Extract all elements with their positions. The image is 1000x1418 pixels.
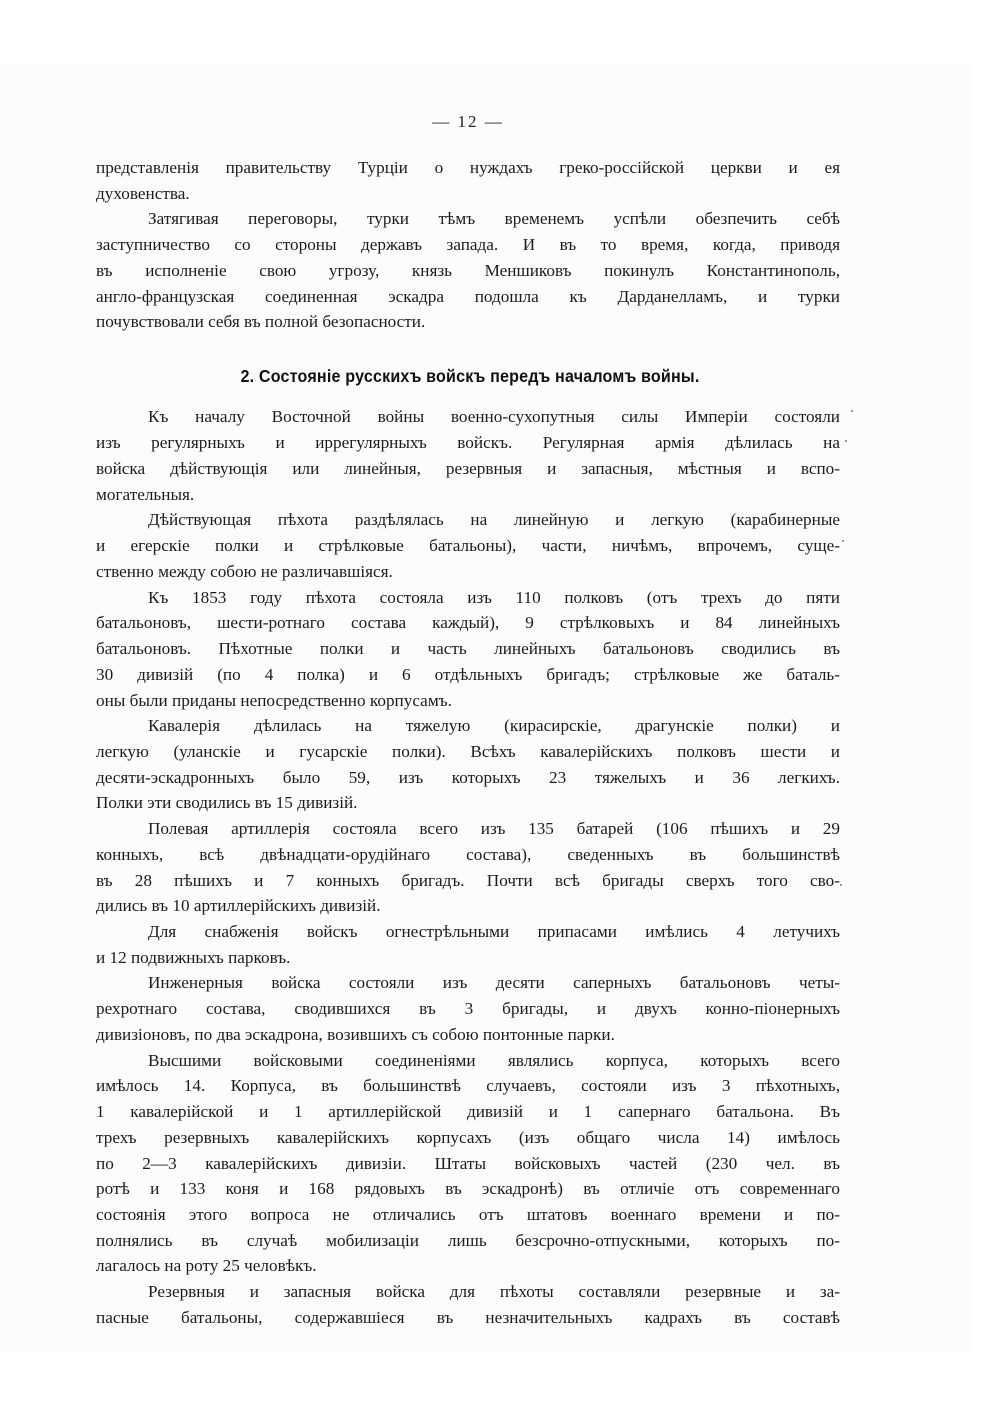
text-line: конныхъ, всѣ двѣнадцати-орудійнаго состава), сведенныхъ въ большинствѣ [96,845,840,864]
text-line: по 2—3 кавалерійскихъ дивизіи. Штаты войсковыхъ частей (230 чел. въ [96,1154,840,1173]
text-line: Кавалерія дѣлилась на тяжелую (кирасирскіе, драгунскіе полки) и [148,716,840,735]
text-line: оны были приданы непосредственно корпусамъ. [96,691,452,710]
text-line: Полевая артиллерія состояла всего изъ 135 батарей (106 пѣшихъ и 29 [148,819,840,838]
text-line: Къ 1853 году пѣхота состояла изъ 110 полковъ (отъ трехъ до пяти [148,588,840,607]
text-line: батальоновъ, шести-ротнаго состава каждый), 9 стрѣлковыхъ и 84 линейныхъ [96,613,840,632]
text-line: въ 28 пѣшихъ и 7 конныхъ бригадъ. Почти всѣ бригады сверхъ того сво- [96,871,840,890]
text-line: Затягивая переговоры, турки тѣмъ временемъ успѣли обезпечить себѣ [148,209,840,228]
text-line: Къ началу Восточной войны военно-сухопутныя силы Имперіи состояли [148,407,840,426]
text-line: лагалось на роту 25 человѣкъ. [96,1256,317,1275]
text-line: и 12 подвижныхъ парковъ. [96,948,291,967]
text-line: представленія правительству Турціи о нуждахъ греко-россійской церкви и ея [96,158,840,177]
text-line: состоянія этого вопроса не отличались отъ штатовъ военнаго времени и по- [96,1205,840,1224]
text-line: легкую (уланскіе и гусарскіе полки). Всѣхъ кавалерійскихъ полковъ шести и [96,742,840,761]
text-line: войска дѣйствующія или линейныя, резервныя и запасныя, мѣстныя и вспо- [96,459,840,478]
text-line: 30 дивизій (по 4 полка) и 6 отдѣльныхъ бригадъ; стрѣлковые же баталь- [96,665,840,684]
text-line: Резервныя и запасныя войска для пѣхоты составляли резервные и за- [148,1282,840,1301]
text-line: Высшими войсковыми соединеніями являлись корпуса, которыхъ всего [148,1051,840,1070]
page-number: — 12 — [432,112,504,131]
scan-speck [845,440,847,442]
text-line: батальоновъ. Пѣхотные полки и часть линейныхъ батальоновъ сводились въ [96,639,840,658]
text-line: десяти-эскадронныхъ было 59, изъ которыхъ 23 тяжелыхъ и 36 легкихъ. [96,768,840,787]
text-line: ротѣ и 133 коня и 168 рядовыхъ въ эскадронѣ) въ отличіе отъ современнаго [96,1179,840,1198]
text-line: полнялись въ случаѣ мобилизаціи лишь безсрочно-отпускными, которыхъ по- [96,1231,840,1250]
text-line: дились въ 10 артиллерійскихъ дивизій. [96,896,381,915]
text-line: пасные батальоны, содержавшіеся въ незначительныхъ кадрахъ въ составѣ [96,1308,840,1327]
text-line: Полки эти сводились въ 15 дивизій. [96,793,358,812]
text-line: ственно между собою не различавшіяся. [96,562,393,581]
scan-speck [842,540,844,542]
text-line: Для снабженія войскъ огнестрѣльными припасами имѣлись 4 летучихъ [148,922,840,941]
text-line: могательныя. [96,485,195,504]
text-line: почувствовали себя въ полной безопасности. [96,312,426,331]
scan-speck [851,410,853,412]
text-line: рехротнаго состава, сводившихся въ 3 бригады, и двухъ конно-піонерныхъ [96,999,840,1018]
text-line: Инженерныя войска состояли изъ десяти саперныхъ батальоновъ четы- [148,973,840,992]
text-line: Дѣйствующая пѣхота раздѣлялась на линейную и легкую (карабинерные [148,510,840,529]
text-line: заступничество со стороны державъ запада. И въ то время, когда, приводя [96,235,840,254]
text-line: изъ регулярныхъ и иррегулярныхъ войскъ. Регулярная армія дѣлилась на [96,433,840,452]
text-line: дивизіоновъ, по два эскадрона, возившихъ съ собою понтонные парки. [96,1025,615,1044]
text-line: въ исполненіе свою угрозу, князь Меншиковъ покинулъ Константинополь, [96,261,840,280]
text-line: 1 кавалерійской и 1 артиллерійской дивизій и 1 сапернаго батальона. Въ [96,1102,840,1121]
section-heading: 2. Состояніе русскихъ войскъ передъ началомъ войны. [240,366,700,386]
text-line: духовенства. [96,184,190,203]
scan-speck [840,884,842,886]
text-line: и егерскіе полки и стрѣлковые батальоны), части, ничѣмъ, впрочемъ, суще- [96,536,840,555]
text-line: имѣлось 14. Корпуса, въ большинствѣ случаевъ, состояли изъ 3 пѣхотныхъ, [96,1076,840,1095]
text-line: трехъ резервныхъ кавалерійскихъ корпусахъ (изъ общаго числа 14) имѣлось [96,1128,840,1147]
text-line: англо-французская соединенная эскадра подошла къ Дарданелламъ, и турки [96,287,840,306]
